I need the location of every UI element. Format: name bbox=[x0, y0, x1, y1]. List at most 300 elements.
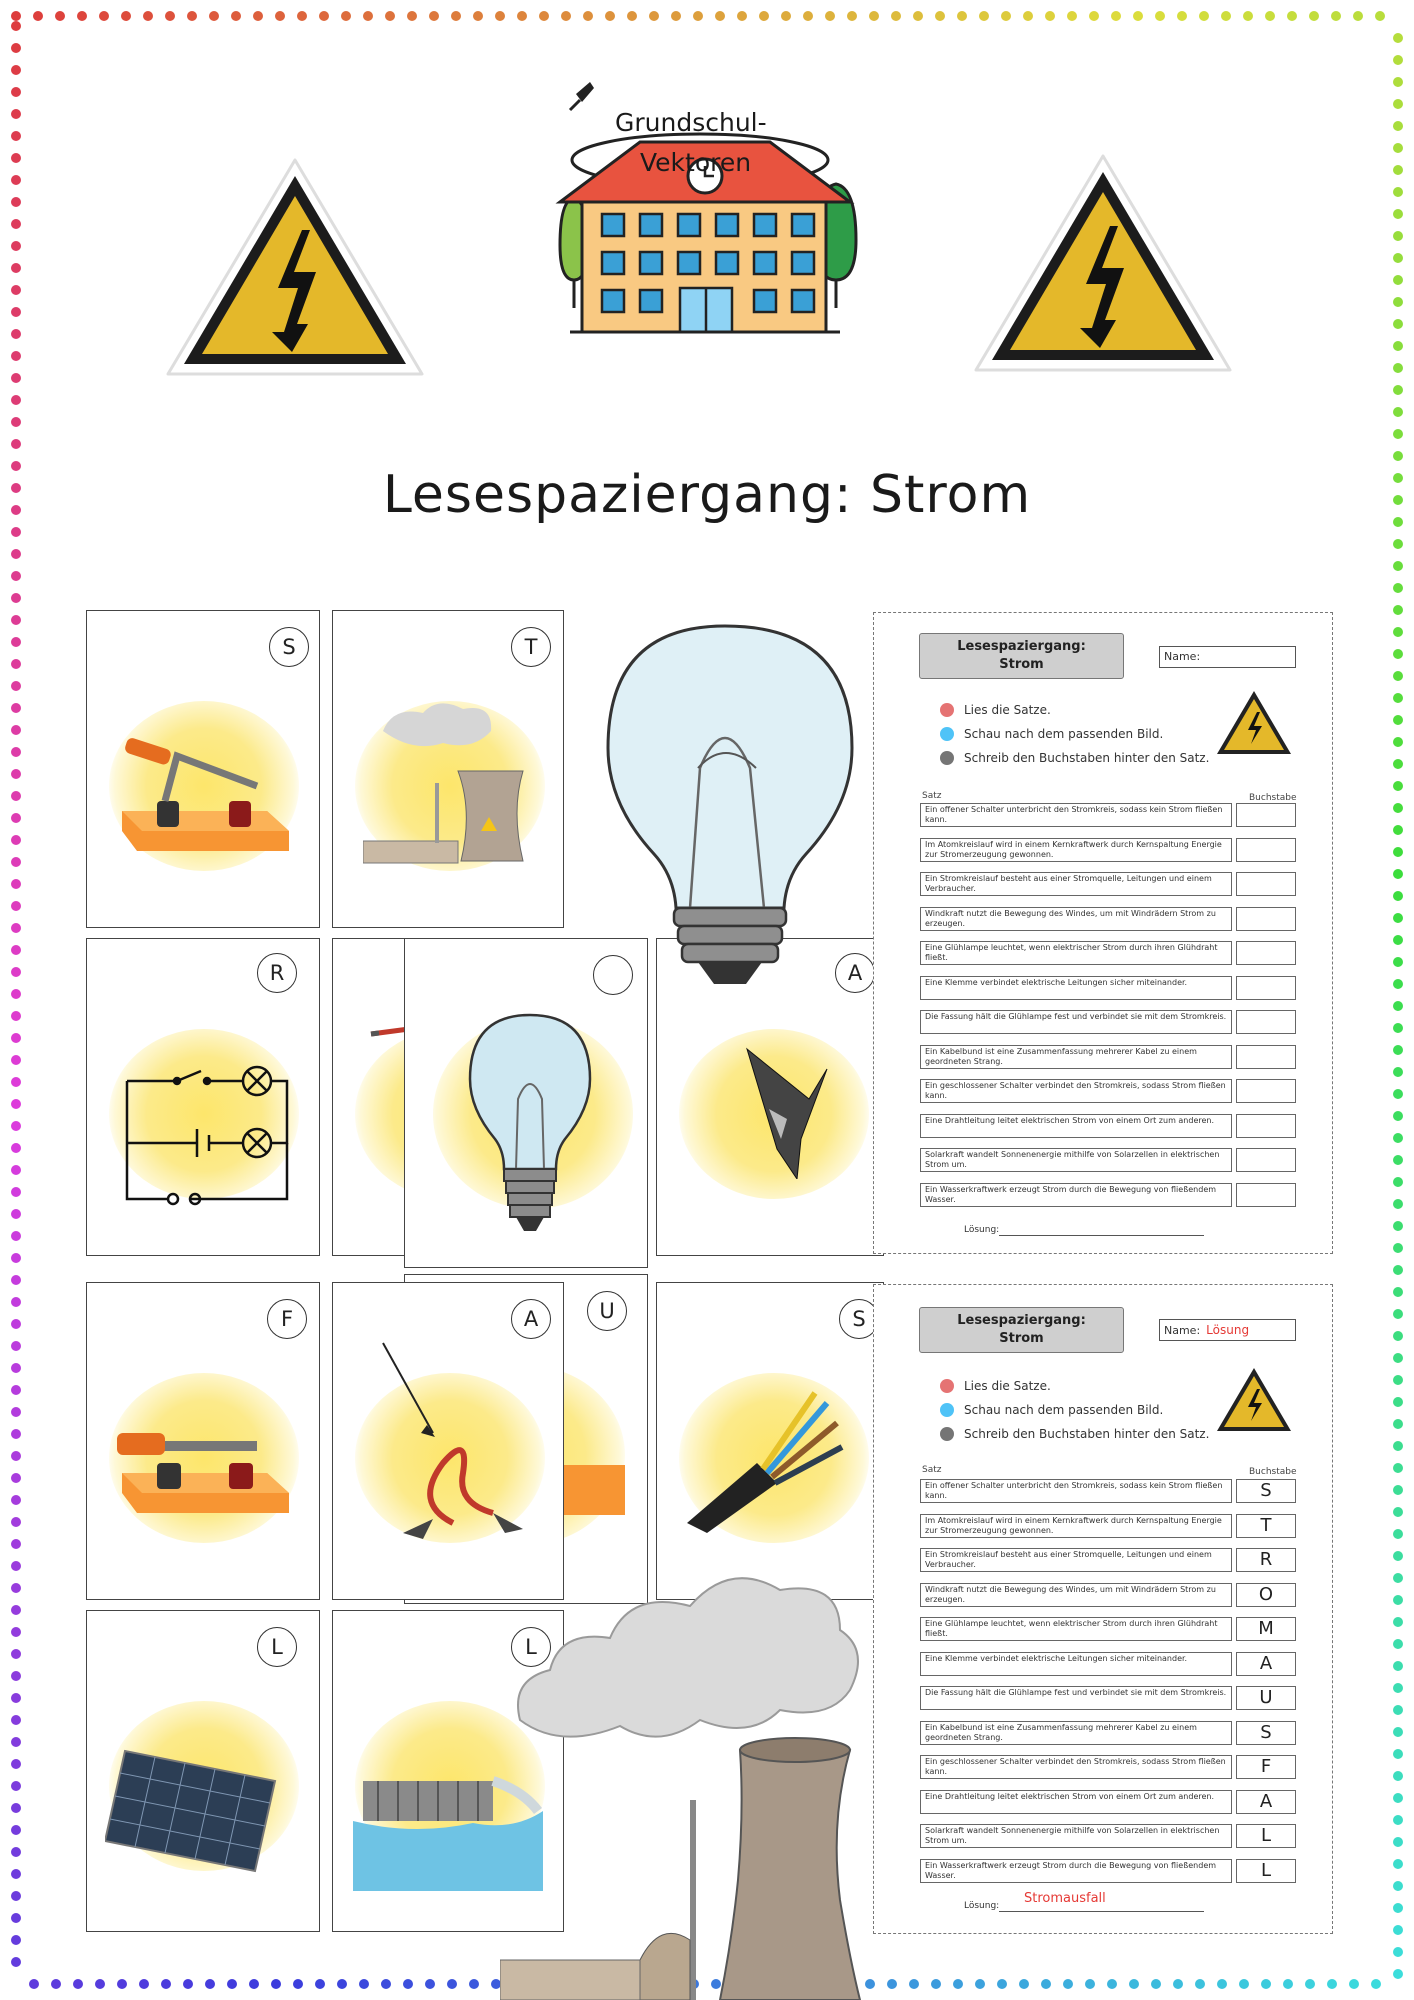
letter-box[interactable] bbox=[1236, 1079, 1296, 1103]
border-dot bbox=[1393, 1683, 1403, 1693]
border-dot bbox=[1393, 1749, 1403, 1759]
sentence-row: Eine Drahtleitung leitet elektrischen Strom von einem Ort zum anderen. bbox=[920, 1790, 1232, 1814]
solar-panel-icon bbox=[105, 1741, 305, 1881]
border-dot bbox=[1393, 737, 1403, 747]
border-dot bbox=[1393, 1111, 1403, 1121]
high-voltage-warning-sign-left bbox=[160, 152, 430, 384]
border-dot bbox=[385, 11, 395, 21]
read-icon bbox=[940, 1379, 954, 1393]
border-dot bbox=[205, 1979, 215, 1989]
sentence-row: Solarkraft wandelt Sonnenenergie mithilfe von Solarzellen in elektrischen Strom um. bbox=[920, 1148, 1232, 1172]
border-dot bbox=[1041, 1979, 1051, 1989]
border-dot bbox=[11, 285, 21, 295]
border-dot bbox=[953, 1979, 963, 1989]
worksheet-warning-icon bbox=[1214, 688, 1294, 758]
border-dot bbox=[407, 11, 417, 21]
border-dot bbox=[1151, 1979, 1161, 1989]
border-dot bbox=[1393, 605, 1403, 615]
border-dot bbox=[1155, 11, 1165, 21]
border-dot bbox=[869, 11, 879, 21]
letter-box[interactable] bbox=[1236, 803, 1296, 827]
border-dot bbox=[11, 395, 21, 405]
border-dot bbox=[1393, 781, 1403, 791]
border-dot bbox=[1393, 715, 1403, 725]
border-dot bbox=[1393, 165, 1403, 175]
border-dot bbox=[11, 1605, 21, 1615]
border-dot bbox=[1393, 1265, 1403, 1275]
border-dot bbox=[275, 11, 285, 21]
border-dot bbox=[11, 901, 21, 911]
border-dot bbox=[1195, 1979, 1205, 1989]
name-field[interactable] bbox=[1159, 646, 1296, 668]
border-dot bbox=[447, 1979, 457, 1989]
border-dot bbox=[11, 1517, 21, 1527]
loesung-label: Lösung: bbox=[964, 1901, 1000, 1911]
border-dot bbox=[11, 967, 21, 977]
border-dot bbox=[1085, 1979, 1095, 1989]
border-dot bbox=[1393, 275, 1403, 285]
sentence-row: Die Fassung hält die Glühlampe fest und verbindet sie mit dem Stromkreis. bbox=[920, 1010, 1232, 1034]
border-dot bbox=[11, 1319, 21, 1329]
border-dot bbox=[1393, 1529, 1403, 1539]
border-dot bbox=[11, 791, 21, 801]
border-dot bbox=[1393, 671, 1403, 681]
border-dot bbox=[11, 703, 21, 713]
sentence-row: Eine Drahtleitung leitet elektrischen Strom von einem Ort zum anderen. bbox=[920, 1114, 1232, 1138]
border-dot bbox=[11, 1671, 21, 1681]
column-header-sentence: Satz bbox=[922, 1465, 942, 1475]
sentence-row: Ein offener Schalter unterbricht den Stromkreis, sodass kein Strom fließen kann. bbox=[920, 1479, 1232, 1503]
letter-box[interactable] bbox=[1236, 941, 1296, 965]
instruction-3: Schreib den Buchstaben hinter den Satz. bbox=[964, 751, 1210, 765]
border-dot bbox=[11, 1429, 21, 1439]
border-dot bbox=[1393, 1815, 1403, 1825]
letter-box: S bbox=[1236, 1479, 1296, 1503]
border-dot bbox=[1393, 1199, 1403, 1209]
worksheet-heading-line2: Strom bbox=[999, 1331, 1044, 1346]
magnifier-icon bbox=[940, 727, 954, 741]
border-dot bbox=[1393, 1617, 1403, 1627]
border-dot bbox=[1393, 1067, 1403, 1077]
border-dot bbox=[957, 11, 967, 21]
name-label: Name: bbox=[1164, 1324, 1201, 1337]
border-dot bbox=[1221, 11, 1231, 21]
border-dot bbox=[913, 11, 923, 21]
border-dot bbox=[11, 527, 21, 537]
worksheet-heading bbox=[919, 1307, 1124, 1353]
border-dot bbox=[425, 1979, 435, 1989]
border-dot bbox=[11, 725, 21, 735]
letter-box: U bbox=[1236, 1686, 1296, 1710]
border-dot bbox=[11, 65, 21, 75]
letter-box: L bbox=[1236, 1859, 1296, 1883]
sentence-row: Ein offener Schalter unterbricht den Stromkreis, sodass kein Strom fließen kann. bbox=[920, 803, 1232, 827]
letter-box: L bbox=[1236, 1824, 1296, 1848]
border-dot bbox=[1107, 1979, 1117, 1989]
letter-box[interactable] bbox=[1236, 1183, 1296, 1207]
border-dot bbox=[649, 11, 659, 21]
border-dot bbox=[1393, 1089, 1403, 1099]
border-dot bbox=[1393, 319, 1403, 329]
border-dot bbox=[11, 1209, 21, 1219]
border-dot bbox=[11, 615, 21, 625]
border-dot bbox=[11, 1803, 21, 1813]
circuit-diagram-icon bbox=[117, 1059, 297, 1209]
border-dot bbox=[11, 131, 21, 141]
light-bulb-icon bbox=[460, 1009, 600, 1239]
border-dot bbox=[95, 1979, 105, 1989]
border-dot bbox=[1067, 11, 1077, 21]
border-dot bbox=[11, 1253, 21, 1263]
border-dot bbox=[1089, 11, 1099, 21]
border-dot bbox=[825, 11, 835, 21]
border-dot bbox=[11, 351, 21, 361]
magnifier-icon bbox=[940, 1403, 954, 1417]
border-dot bbox=[1393, 1309, 1403, 1319]
sentence-row: Eine Glühlampe leuchtet, wenn elektrischer Strom durch ihren Glühdraht fließt. bbox=[920, 1617, 1232, 1641]
card-solar-panel bbox=[86, 1610, 320, 1932]
border-dot bbox=[11, 1077, 21, 1087]
loesung-line bbox=[999, 1911, 1204, 1912]
loesung-line[interactable] bbox=[999, 1235, 1204, 1236]
border-dot bbox=[11, 153, 21, 163]
border-dot bbox=[1239, 1979, 1249, 1989]
border-dot bbox=[11, 307, 21, 317]
border-dot bbox=[1393, 55, 1403, 65]
instruction-2: Schau nach dem passenden Bild. bbox=[964, 727, 1164, 741]
border-dot bbox=[143, 11, 153, 21]
border-dot bbox=[1393, 979, 1403, 989]
border-dot bbox=[1199, 11, 1209, 21]
border-dot bbox=[469, 1979, 479, 1989]
border-dot bbox=[11, 1143, 21, 1153]
border-dot bbox=[1023, 11, 1033, 21]
border-dot bbox=[997, 1979, 1007, 1989]
border-dot bbox=[1393, 693, 1403, 703]
border-dot bbox=[1393, 407, 1403, 417]
border-dot bbox=[253, 11, 263, 21]
border-dot bbox=[1393, 1925, 1403, 1935]
border-dot bbox=[1177, 11, 1187, 21]
border-dot bbox=[11, 1891, 21, 1901]
border-dot bbox=[1393, 759, 1403, 769]
border-dot bbox=[293, 1979, 303, 1989]
border-dot bbox=[1393, 561, 1403, 571]
open-knife-switch-icon bbox=[117, 731, 297, 861]
card-letter: F bbox=[267, 1299, 307, 1339]
sentence-row: Die Fassung hält die Glühlampe fest und verbindet sie mit dem Stromkreis. bbox=[920, 1686, 1232, 1710]
border-dot bbox=[1393, 1419, 1403, 1429]
border-dot bbox=[1265, 11, 1275, 21]
card-letter: L bbox=[511, 1627, 551, 1667]
card-letter: U bbox=[587, 1291, 627, 1331]
border-dot bbox=[337, 1979, 347, 1989]
border-dot bbox=[11, 879, 21, 889]
border-dot bbox=[1393, 253, 1403, 263]
instruction-3: Schreib den Buchstaben hinter den Satz. bbox=[964, 1427, 1210, 1441]
border-dot bbox=[11, 571, 21, 581]
sentence-row: Ein Stromkreislauf besteht aus einer Stromquelle, Leitungen und einem Verbraucher. bbox=[920, 1548, 1232, 1572]
border-dot bbox=[759, 11, 769, 21]
border-dot bbox=[1393, 187, 1403, 197]
sentence-row: Eine Glühlampe leuchtet, wenn elektrischer Strom durch ihren Glühdraht fließt. bbox=[920, 941, 1232, 965]
border-dot bbox=[1371, 1979, 1381, 1989]
border-dot bbox=[11, 11, 21, 21]
border-dot bbox=[1393, 1793, 1403, 1803]
border-dot bbox=[1349, 1979, 1359, 1989]
border-dot bbox=[1393, 297, 1403, 307]
border-dot bbox=[1393, 1551, 1403, 1561]
border-dot bbox=[403, 1979, 413, 1989]
alligator-clip-icon bbox=[727, 1039, 847, 1179]
border-dot bbox=[51, 1979, 61, 1989]
border-dot bbox=[561, 11, 571, 21]
border-dot bbox=[11, 109, 21, 119]
worksheet-heading-line1: Lesespaziergang: bbox=[957, 639, 1086, 654]
border-dot bbox=[209, 11, 219, 21]
border-dot bbox=[11, 1825, 21, 1835]
border-dot bbox=[11, 1297, 21, 1307]
border-dot bbox=[319, 11, 329, 21]
letter-box[interactable] bbox=[1236, 1114, 1296, 1138]
border-dot bbox=[11, 263, 21, 273]
border-dot bbox=[29, 1979, 39, 1989]
border-dot bbox=[1393, 1485, 1403, 1495]
border-dot bbox=[1173, 1979, 1183, 1989]
border-dot bbox=[715, 11, 725, 21]
border-dot bbox=[583, 11, 593, 21]
border-dot bbox=[11, 43, 21, 53]
border-dot bbox=[1393, 385, 1403, 395]
border-dot bbox=[1393, 33, 1403, 43]
sentence-row: Ein Kabelbund ist eine Zusammenfassung mehrerer Kabel zu einem geordneten Strang. bbox=[920, 1045, 1232, 1069]
card-switch-closed bbox=[86, 1282, 320, 1600]
border-dot bbox=[11, 1055, 21, 1065]
border-dot bbox=[1393, 1133, 1403, 1143]
name-field[interactable] bbox=[1159, 1319, 1296, 1341]
pencil-icon bbox=[940, 751, 954, 765]
border-dot bbox=[1261, 1979, 1271, 1989]
sentence-row: Im Atomkreislauf wird in einem Kernkraftwerk durch Kernspaltung Energie zur Stromerzeugung gewonnen. bbox=[920, 838, 1232, 862]
border-dot bbox=[11, 549, 21, 559]
border-dot bbox=[1393, 1331, 1403, 1341]
border-dot bbox=[11, 1473, 21, 1483]
border-dot bbox=[1393, 847, 1403, 857]
border-dot bbox=[139, 1979, 149, 1989]
page-title: Lesespaziergang: Strom bbox=[382, 465, 1032, 525]
border-dot bbox=[1283, 1979, 1293, 1989]
border-dot bbox=[1393, 363, 1403, 373]
border-dot bbox=[1393, 1727, 1403, 1737]
border-dot bbox=[11, 813, 21, 823]
border-dot bbox=[363, 11, 373, 21]
border-dot bbox=[1393, 869, 1403, 879]
border-dot bbox=[1393, 1463, 1403, 1473]
border-dot bbox=[11, 241, 21, 251]
border-dot bbox=[271, 1979, 281, 1989]
column-header-letter: Buchstabe bbox=[1249, 1467, 1297, 1477]
sentence-row: Ein Kabelbund ist eine Zusammenfassung mehrerer Kabel zu einem geordneten Strang. bbox=[920, 1721, 1232, 1745]
border-dot bbox=[11, 1275, 21, 1285]
border-dot bbox=[1393, 957, 1403, 967]
border-dot bbox=[1393, 1947, 1403, 1957]
border-dot bbox=[935, 11, 945, 21]
border-dot bbox=[605, 11, 615, 21]
cable-bundle-icon bbox=[677, 1373, 857, 1533]
border-dot bbox=[1393, 1001, 1403, 1011]
sentence-row: Solarkraft wandelt Sonnenenergie mithilfe von Solarzellen in elektrischen Strom um. bbox=[920, 1824, 1232, 1848]
border-dot bbox=[11, 1539, 21, 1549]
border-dot bbox=[1393, 99, 1403, 109]
border-dot bbox=[539, 11, 549, 21]
border-dot bbox=[11, 989, 21, 999]
high-voltage-warning-sign-right bbox=[968, 148, 1238, 380]
border-dot bbox=[1393, 1177, 1403, 1187]
border-dot bbox=[451, 11, 461, 21]
border-dot bbox=[11, 1451, 21, 1461]
border-dot bbox=[931, 1979, 941, 1989]
border-dot bbox=[11, 659, 21, 669]
letter-box: A bbox=[1236, 1790, 1296, 1814]
letter-box: F bbox=[1236, 1755, 1296, 1779]
border-dot bbox=[297, 11, 307, 21]
border-dot bbox=[1393, 1661, 1403, 1671]
logo-text-line2: Vektoren bbox=[640, 148, 752, 177]
letter-box[interactable] bbox=[1236, 1010, 1296, 1034]
border-dot bbox=[11, 1121, 21, 1131]
border-dot bbox=[1217, 1979, 1227, 1989]
card-letter: L bbox=[257, 1627, 297, 1667]
border-dot bbox=[11, 681, 21, 691]
border-dot bbox=[11, 1715, 21, 1725]
border-dot bbox=[781, 11, 791, 21]
border-dot bbox=[165, 11, 175, 21]
border-dot bbox=[891, 11, 901, 21]
card-letter: A bbox=[835, 953, 875, 993]
worksheet-solution bbox=[873, 1284, 1333, 1934]
card-letter: T bbox=[511, 627, 551, 667]
border-dot bbox=[1393, 825, 1403, 835]
instruction-1: Lies die Satze. bbox=[964, 703, 1051, 717]
border-dot bbox=[1111, 11, 1121, 21]
card-circuit-diagram bbox=[86, 938, 320, 1256]
border-dot bbox=[1393, 1639, 1403, 1649]
border-dot bbox=[627, 11, 637, 21]
card-nuclear-plant bbox=[332, 610, 564, 928]
border-dot bbox=[11, 439, 21, 449]
border-dot bbox=[11, 219, 21, 229]
border-dot bbox=[1393, 1573, 1403, 1583]
nuclear-plant-icon bbox=[363, 691, 543, 871]
border-dot bbox=[1393, 1397, 1403, 1407]
border-dot bbox=[1393, 913, 1403, 923]
border-dot bbox=[1243, 11, 1253, 21]
border-dot bbox=[11, 21, 21, 31]
border-dot bbox=[1393, 143, 1403, 153]
border-dot bbox=[77, 11, 87, 21]
border-dot bbox=[11, 1693, 21, 1703]
border-dot bbox=[1287, 11, 1297, 21]
border-dot bbox=[11, 1231, 21, 1241]
orange-block-fragment-icon bbox=[555, 1455, 635, 1525]
border-dot bbox=[1393, 209, 1403, 219]
letter-box[interactable] bbox=[1236, 1148, 1296, 1172]
sentence-row: Ein Wasserkraftwerk erzeugt Strom durch die Bewegung von fließendem Wasser. bbox=[920, 1859, 1232, 1883]
border-dot bbox=[187, 11, 197, 21]
column-header-sentence: Satz bbox=[922, 791, 942, 801]
border-dot bbox=[11, 1583, 21, 1593]
border-dot bbox=[1393, 1023, 1403, 1033]
border-dot bbox=[429, 11, 439, 21]
border-dot bbox=[1393, 1903, 1403, 1913]
letter-box[interactable] bbox=[1236, 907, 1296, 931]
border-dot bbox=[1063, 1979, 1073, 1989]
letter-box[interactable] bbox=[1236, 1045, 1296, 1069]
letter-box: O bbox=[1236, 1583, 1296, 1607]
border-dot bbox=[11, 175, 21, 185]
border-dot bbox=[1393, 1859, 1403, 1869]
border-dot bbox=[473, 11, 483, 21]
border-dot bbox=[1045, 11, 1055, 21]
border-dot bbox=[11, 417, 21, 427]
letter-box: T bbox=[1236, 1514, 1296, 1538]
border-dot bbox=[11, 923, 21, 933]
border-dot bbox=[11, 1759, 21, 1769]
letter-box: R bbox=[1236, 1548, 1296, 1572]
border-dot bbox=[11, 1495, 21, 1505]
border-dot bbox=[11, 747, 21, 757]
border-dot bbox=[11, 835, 21, 845]
border-dot bbox=[1393, 1837, 1403, 1847]
border-dot bbox=[249, 1979, 259, 1989]
letter-box[interactable] bbox=[1236, 976, 1296, 1000]
letter-box[interactable] bbox=[1236, 872, 1296, 896]
border-dot bbox=[1393, 1045, 1403, 1055]
card-letter: S bbox=[839, 1299, 879, 1339]
border-dot bbox=[33, 11, 43, 21]
loesung-answer: Stromausfall bbox=[1024, 1891, 1106, 1906]
letter-box[interactable] bbox=[1236, 838, 1296, 862]
sentence-row: Im Atomkreislauf wird in einem Kernkraftwerk durch Kernspaltung Energie zur Stromerzeugung gewonnen. bbox=[920, 1514, 1232, 1538]
worksheet-warning-icon bbox=[1214, 1365, 1294, 1435]
border-dot bbox=[11, 1561, 21, 1571]
pencil-icon bbox=[940, 1427, 954, 1441]
big-light-bulb-illustration bbox=[590, 618, 860, 988]
border-dot bbox=[1393, 649, 1403, 659]
cooling-tower-illustration bbox=[500, 1520, 900, 2000]
border-dot bbox=[73, 1979, 83, 1989]
border-dot bbox=[1393, 1155, 1403, 1165]
border-dot bbox=[1133, 11, 1143, 21]
sentence-row: Ein geschlossener Schalter verbindet den Stromkreis, sodass Strom fließen kann. bbox=[920, 1079, 1232, 1103]
border-dot bbox=[11, 637, 21, 647]
worksheet-heading bbox=[919, 633, 1124, 679]
border-dot bbox=[1393, 803, 1403, 813]
border-dot bbox=[1393, 583, 1403, 593]
border-dot bbox=[11, 1033, 21, 1043]
border-dot bbox=[11, 1649, 21, 1659]
border-dot bbox=[1393, 77, 1403, 87]
border-dot bbox=[227, 1979, 237, 1989]
border-dot bbox=[341, 11, 351, 21]
border-dot bbox=[1375, 11, 1385, 21]
border-dot bbox=[1393, 539, 1403, 549]
border-dot bbox=[55, 11, 65, 21]
border-dot bbox=[315, 1979, 325, 1989]
border-dot bbox=[1393, 1441, 1403, 1451]
border-dot bbox=[11, 945, 21, 955]
border-dot bbox=[1393, 1375, 1403, 1385]
